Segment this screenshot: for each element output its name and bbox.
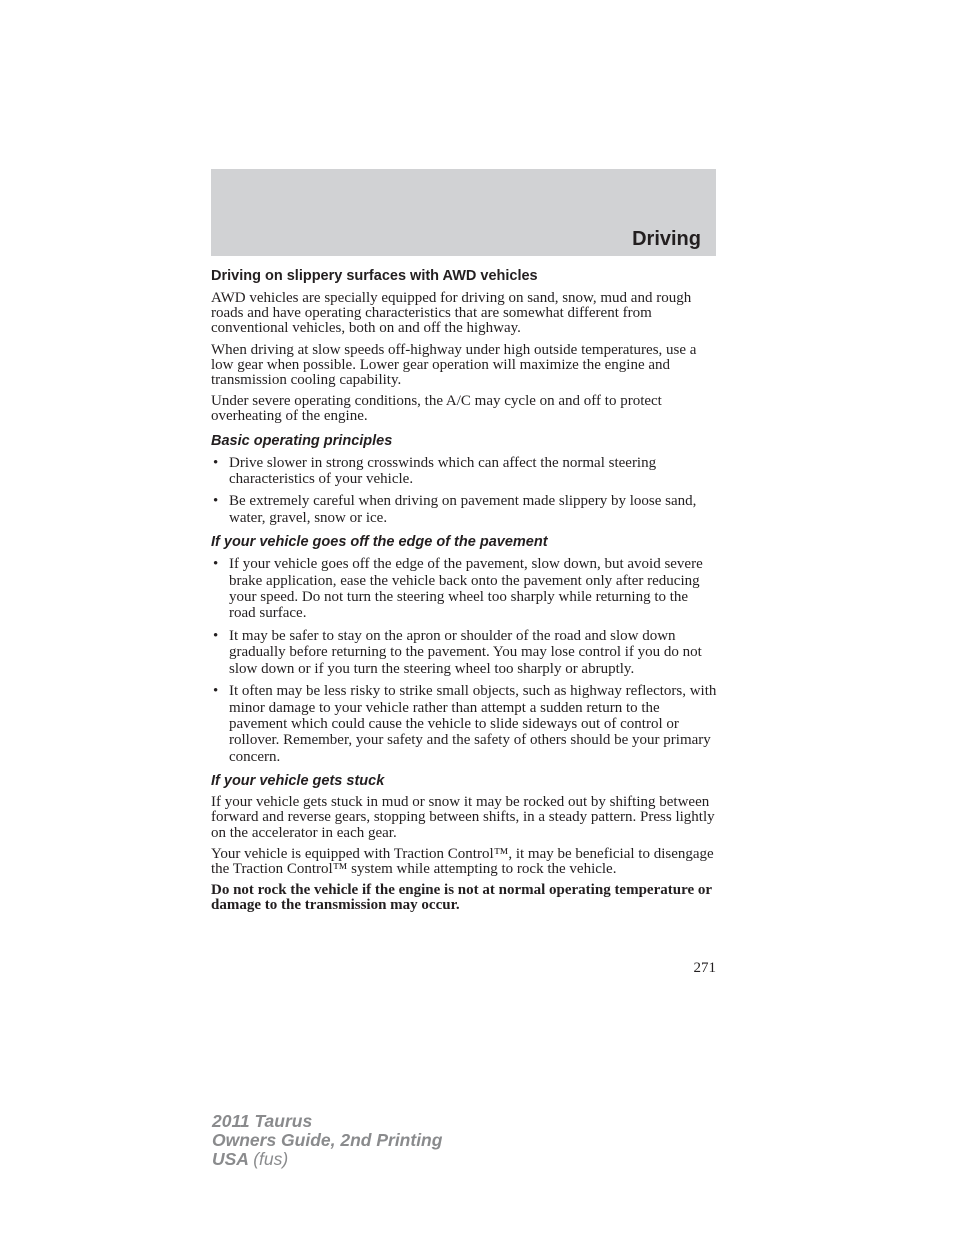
page-number: 271	[693, 960, 716, 976]
footer-line-2: Owners Guide, 2nd Printing	[212, 1130, 443, 1150]
section-heading: Driving on slippery surfaces with AWD vehicles	[211, 268, 538, 284]
stuck-heading: If your vehicle gets stuck	[211, 773, 385, 790]
stuck-paragraph-1: If your vehicle gets stuck in mud or snow it may be rocked out by shifting between forward and reverse gears, stopping between shifts, in a steady pattern. Press lightly on the accelerator in each gear.	[211, 794, 715, 841]
bullet-icon: •	[213, 454, 219, 471]
basic-principles-list	[211, 455, 717, 527]
footer-region: USA	[212, 1149, 249, 1169]
footer	[212, 1112, 442, 1169]
bullet-icon: •	[213, 627, 219, 644]
chapter-header-band	[211, 169, 716, 256]
intro-paragraph-1: AWD vehicles are specially equipped for driving on sand, snow, mud and rough roads and have operating characteristics that are somewhat different from conventional vehicles, both on and off the highway.	[211, 290, 692, 337]
bullet-icon: •	[213, 493, 219, 510]
warning-text: Do not rock the vehicle if the engine is not at normal operating temperature or damage to the transmission may occur.	[211, 882, 712, 914]
off-edge-list	[211, 556, 717, 765]
bullet-icon: •	[213, 683, 219, 700]
list-item: • Drive slower in strong crosswinds which can affect the normal steering characteristics of your vehicle.	[213, 454, 657, 488]
list-item: • If your vehicle goes off the edge of the pavement, slow down, but avoid severe brake application, ease the vehicle back onto the pavement only after reducing your speed. Do not turn the steering wheel too sharply while returning to the road surface.	[213, 556, 703, 622]
page-content	[211, 266, 717, 920]
bullet-icon: •	[213, 556, 219, 573]
list-item: • It often may be less risky to strike small objects, such as highway reflectors, with minor damage to your vehicle rather than attempt a sudden return to the pavement which could cause the vehicle to slide sideways out of control or rollover. Remember, your safety and the safety of others should be your primary concern.	[213, 683, 717, 765]
chapter-title: Driving	[632, 228, 701, 250]
list-item: • Be extremely careful when driving on pavement made slippery by loose sand, water, gravel, snow or ice.	[213, 493, 697, 526]
intro-paragraph-2: When driving at slow speeds off-highway under high outside temperatures, use a low gear when possible. Lower gear operation will maximize the engine and transmission cooling capability.	[211, 341, 697, 389]
basic-principles-heading: Basic operating principles	[211, 432, 393, 449]
off-edge-heading: If your vehicle goes off the edge of the pavement	[211, 534, 548, 551]
list-item: • It may be safer to stay on the apron or shoulder of the road and slow down gradually before returning to the pavement. You may lose control if you do not slow down or if you turn the steering wheel too sharply or abruptly.	[213, 627, 702, 677]
footer-region-code: (fus)	[253, 1149, 289, 1169]
footer-line-1: 2011 Taurus	[212, 1111, 313, 1131]
intro-paragraph-3: Under severe operating conditions, the A/C may cycle on and off to protect overheating of the engine.	[211, 393, 662, 425]
stuck-paragraph-2: Your vehicle is equipped with Traction Control™, it may be beneficial to disengage the Traction Control™ system while attempting to rock the vehicle.	[211, 845, 714, 877]
footer-line-3	[212, 1150, 442, 1169]
